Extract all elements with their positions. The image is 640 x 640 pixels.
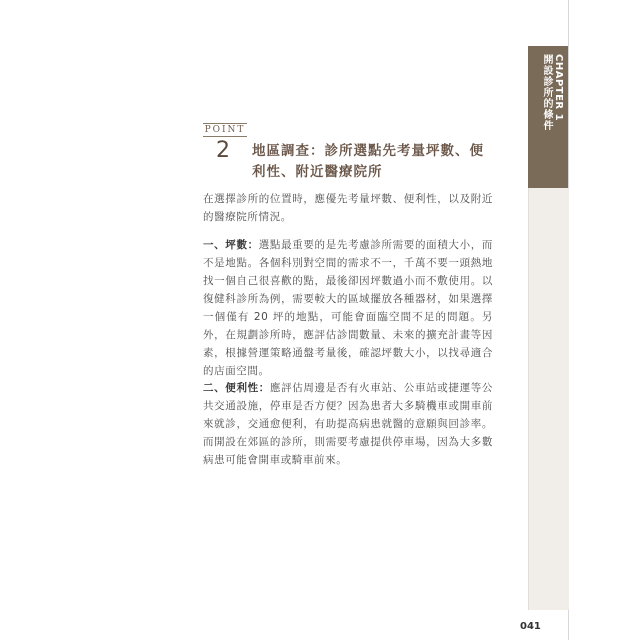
chapter-title: 開設診所的條件 [541, 54, 552, 131]
intro-paragraph [203, 190, 493, 226]
convenience-text: 應評估周邊是否有火車站、公車站或捷運等公共交通設施，停車是否方便？因為患者大多騎機車或開車前來就診，交通愈便利，有助提高病患就醫的意願與回診率。而開設在郊區的診所，則需要考慮提供停車場，因為大多數病患可能會開車或騎車前來。 [203, 382, 493, 466]
chapter-heading [540, 54, 564, 131]
page-number: 041 [520, 621, 541, 632]
point-number: 2 [216, 138, 230, 163]
convenience-lead: 二、便利性： [203, 382, 270, 394]
point-label: POINT [204, 125, 246, 135]
side-margin-band [528, 188, 569, 610]
convenience-paragraph [203, 379, 493, 469]
floor-area-lead: 一、坪數： [203, 239, 259, 251]
intro-text: 在選擇診所的位置時，應優先考量坪數、便利性，以及附近的醫療院所情況。 [203, 193, 493, 223]
chapter-label: CHAPTER 1 [553, 54, 564, 122]
floor-area-text: 選點最重要的是先考慮診所需要的面積大小，而不是地點。各個科別對空間的需求不一，千萬不要一頭熱地找一個自己很喜歡的點，最後卻因坪數過小而不敷使用。以復健科診所為例，需要較大的區域擺放各種器材，如果選擇一個僅有 20 坪的地點，可能會面臨空間不足的問題。另外，在規劃診所時，應評估診間數量、未來的擴充計畫等因素，根據營運策略通盤考量後，確認坪數大小，以找尋適合的店面空間。 [203, 239, 493, 377]
floor-area-paragraph [203, 236, 493, 380]
section-title: 地區調查：診所選點先考量坪數、便利性、附近醫療院所 [252, 143, 484, 180]
